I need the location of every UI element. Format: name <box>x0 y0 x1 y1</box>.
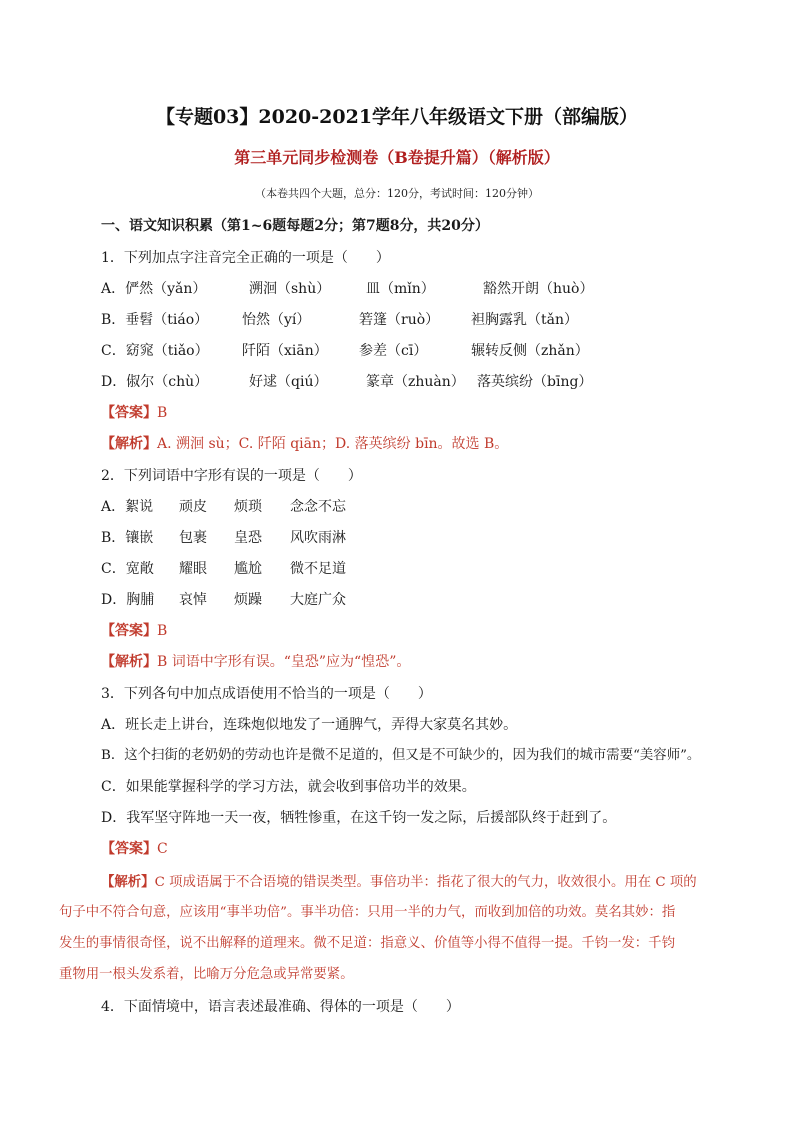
q3-analysis-line-2: 句子中不符合句意，应该用“事半功倍”。事半功倍：只用一半的力气，而收到加倍的功效。莫名其妙：指 <box>59 905 676 920</box>
analysis-text: B 词语中字形有误。“皇恐”应为“惶恐”。 <box>157 654 411 670</box>
page-subtitle: 第三单元同步检测卷（B卷提升篇）（解析版） <box>234 148 560 167</box>
option-word: 辗转反侧（zhǎn） <box>471 343 589 359</box>
question-2-stem: 2．下列词语中字形有误的一项是（ ） <box>101 468 362 484</box>
q1-answer <box>101 403 167 423</box>
option-word: 豁然开朗（huò） <box>483 281 594 297</box>
page-title: 【专题03】2020-2021学年八年级语文下册（部编版） <box>155 106 639 128</box>
q2-answer <box>101 621 167 641</box>
analysis-tag: 【解析】 <box>101 874 155 890</box>
option-word: A．俨然（yǎn） <box>101 281 207 297</box>
q1-analysis <box>101 434 508 454</box>
option-word: 箬篷（ruò） <box>359 312 440 328</box>
option-word: 阡陌（xiān） <box>242 343 328 359</box>
option-word: 顽皮 <box>179 499 207 515</box>
option-word: 皿（mǐn） <box>366 281 435 297</box>
analysis-text: C 项成语属于不合语境的错误类型。事倍功半：指花了很大的气力，收效很小。用在 C 项的 <box>154 875 697 890</box>
question-1-stem: 1．下列加点字注音完全正确的一项是（ ） <box>101 250 390 266</box>
answer-tag: 【答案】 <box>101 623 157 639</box>
q3-option-d: D．我军坚守阵地一天一夜，牺牲惨重，在这千钧一发之际，后援部队终于赶到了。 <box>101 810 617 826</box>
option-word: 袒胸露乳（tǎn） <box>471 312 578 328</box>
analysis-tag: 【解析】 <box>101 654 157 670</box>
option-word: 大庭广众 <box>290 592 346 608</box>
option-word: 念念不忘 <box>290 499 346 515</box>
option-word: B．镶嵌 <box>101 530 154 546</box>
q3-analysis-line-4: 重物用一根头发系着，比喻万分危急或异常要紧。 <box>59 967 354 982</box>
q3-analysis-line-1 <box>101 872 697 893</box>
answer-value: B <box>157 623 168 639</box>
section-heading: 一、语文知识积累（第1~6题每题2分；第7题8分，共20分） <box>101 218 489 234</box>
question-3-stem: 3．下列各句中加点成语使用不恰当的一项是（ ） <box>101 686 432 702</box>
option-word: 好逑（qiú） <box>249 374 328 390</box>
answer-tag: 【答案】 <box>101 405 157 421</box>
option-word: 溯洄（shù） <box>249 281 331 297</box>
analysis-tag: 【解析】 <box>101 436 157 452</box>
q3-analysis-line-3: 发生的事情很奇怪，说不出解释的道理来。微不足道：指意义、价值等小得不值得一提。千钧一发：千钧 <box>59 936 675 951</box>
option-word: C．窈窕（tiǎo） <box>101 343 209 359</box>
answer-tag: 【答案】 <box>101 841 157 857</box>
q2-analysis <box>101 652 410 672</box>
option-word: 耀眼 <box>179 561 207 577</box>
question-4-stem: 4．下面情境中，语言表述最准确、得体的一项是（ ） <box>101 999 460 1015</box>
q3-answer <box>101 839 168 859</box>
option-word: D．胸脯 <box>101 592 155 608</box>
option-word: 风吹雨淋 <box>290 530 346 546</box>
option-word: 落英缤纷（bīng） <box>477 374 593 390</box>
exam-note: （本卷共四个大题，总分：120分，考试时间：120分钟） <box>255 187 539 200</box>
q3-option-c: C．如果能掌握科学的学习方法，就会收到事倍功半的效果。 <box>101 779 476 795</box>
answer-value: C <box>157 841 168 857</box>
option-word: 哀悼 <box>179 592 207 608</box>
q3-option-b: B．这个扫街的老奶奶的劳动也许是微不足道的，但又是不可缺少的，因为我们的城市需要“美容师”。 <box>101 748 701 763</box>
option-word: A．絮说 <box>101 499 154 515</box>
option-word: 微不足道 <box>290 561 346 577</box>
option-word: 篆章（zhuàn） <box>366 374 465 390</box>
option-word: 尴尬 <box>234 561 262 577</box>
answer-value: B <box>157 405 168 421</box>
option-word: 包裹 <box>179 530 207 546</box>
option-word: 皇恐 <box>234 530 262 546</box>
option-word: 烦躁 <box>234 592 262 608</box>
option-word: B．垂髫（tiáo） <box>101 312 209 328</box>
analysis-text: A. 溯洄 sù；C. 阡陌 qiān；D. 落英缤纷 bīn。故选 B。 <box>157 436 509 452</box>
option-word: 怡然（yí） <box>242 312 311 328</box>
option-word: 烦琐 <box>234 499 262 515</box>
option-word: D．俶尔（chù） <box>101 374 209 390</box>
q3-option-a: A．班长走上讲台，连珠炮似地发了一通脾气，弄得大家莫名其妙。 <box>101 717 518 733</box>
option-word: 参差（cī） <box>359 343 428 359</box>
option-word: C．宽敞 <box>101 561 154 577</box>
